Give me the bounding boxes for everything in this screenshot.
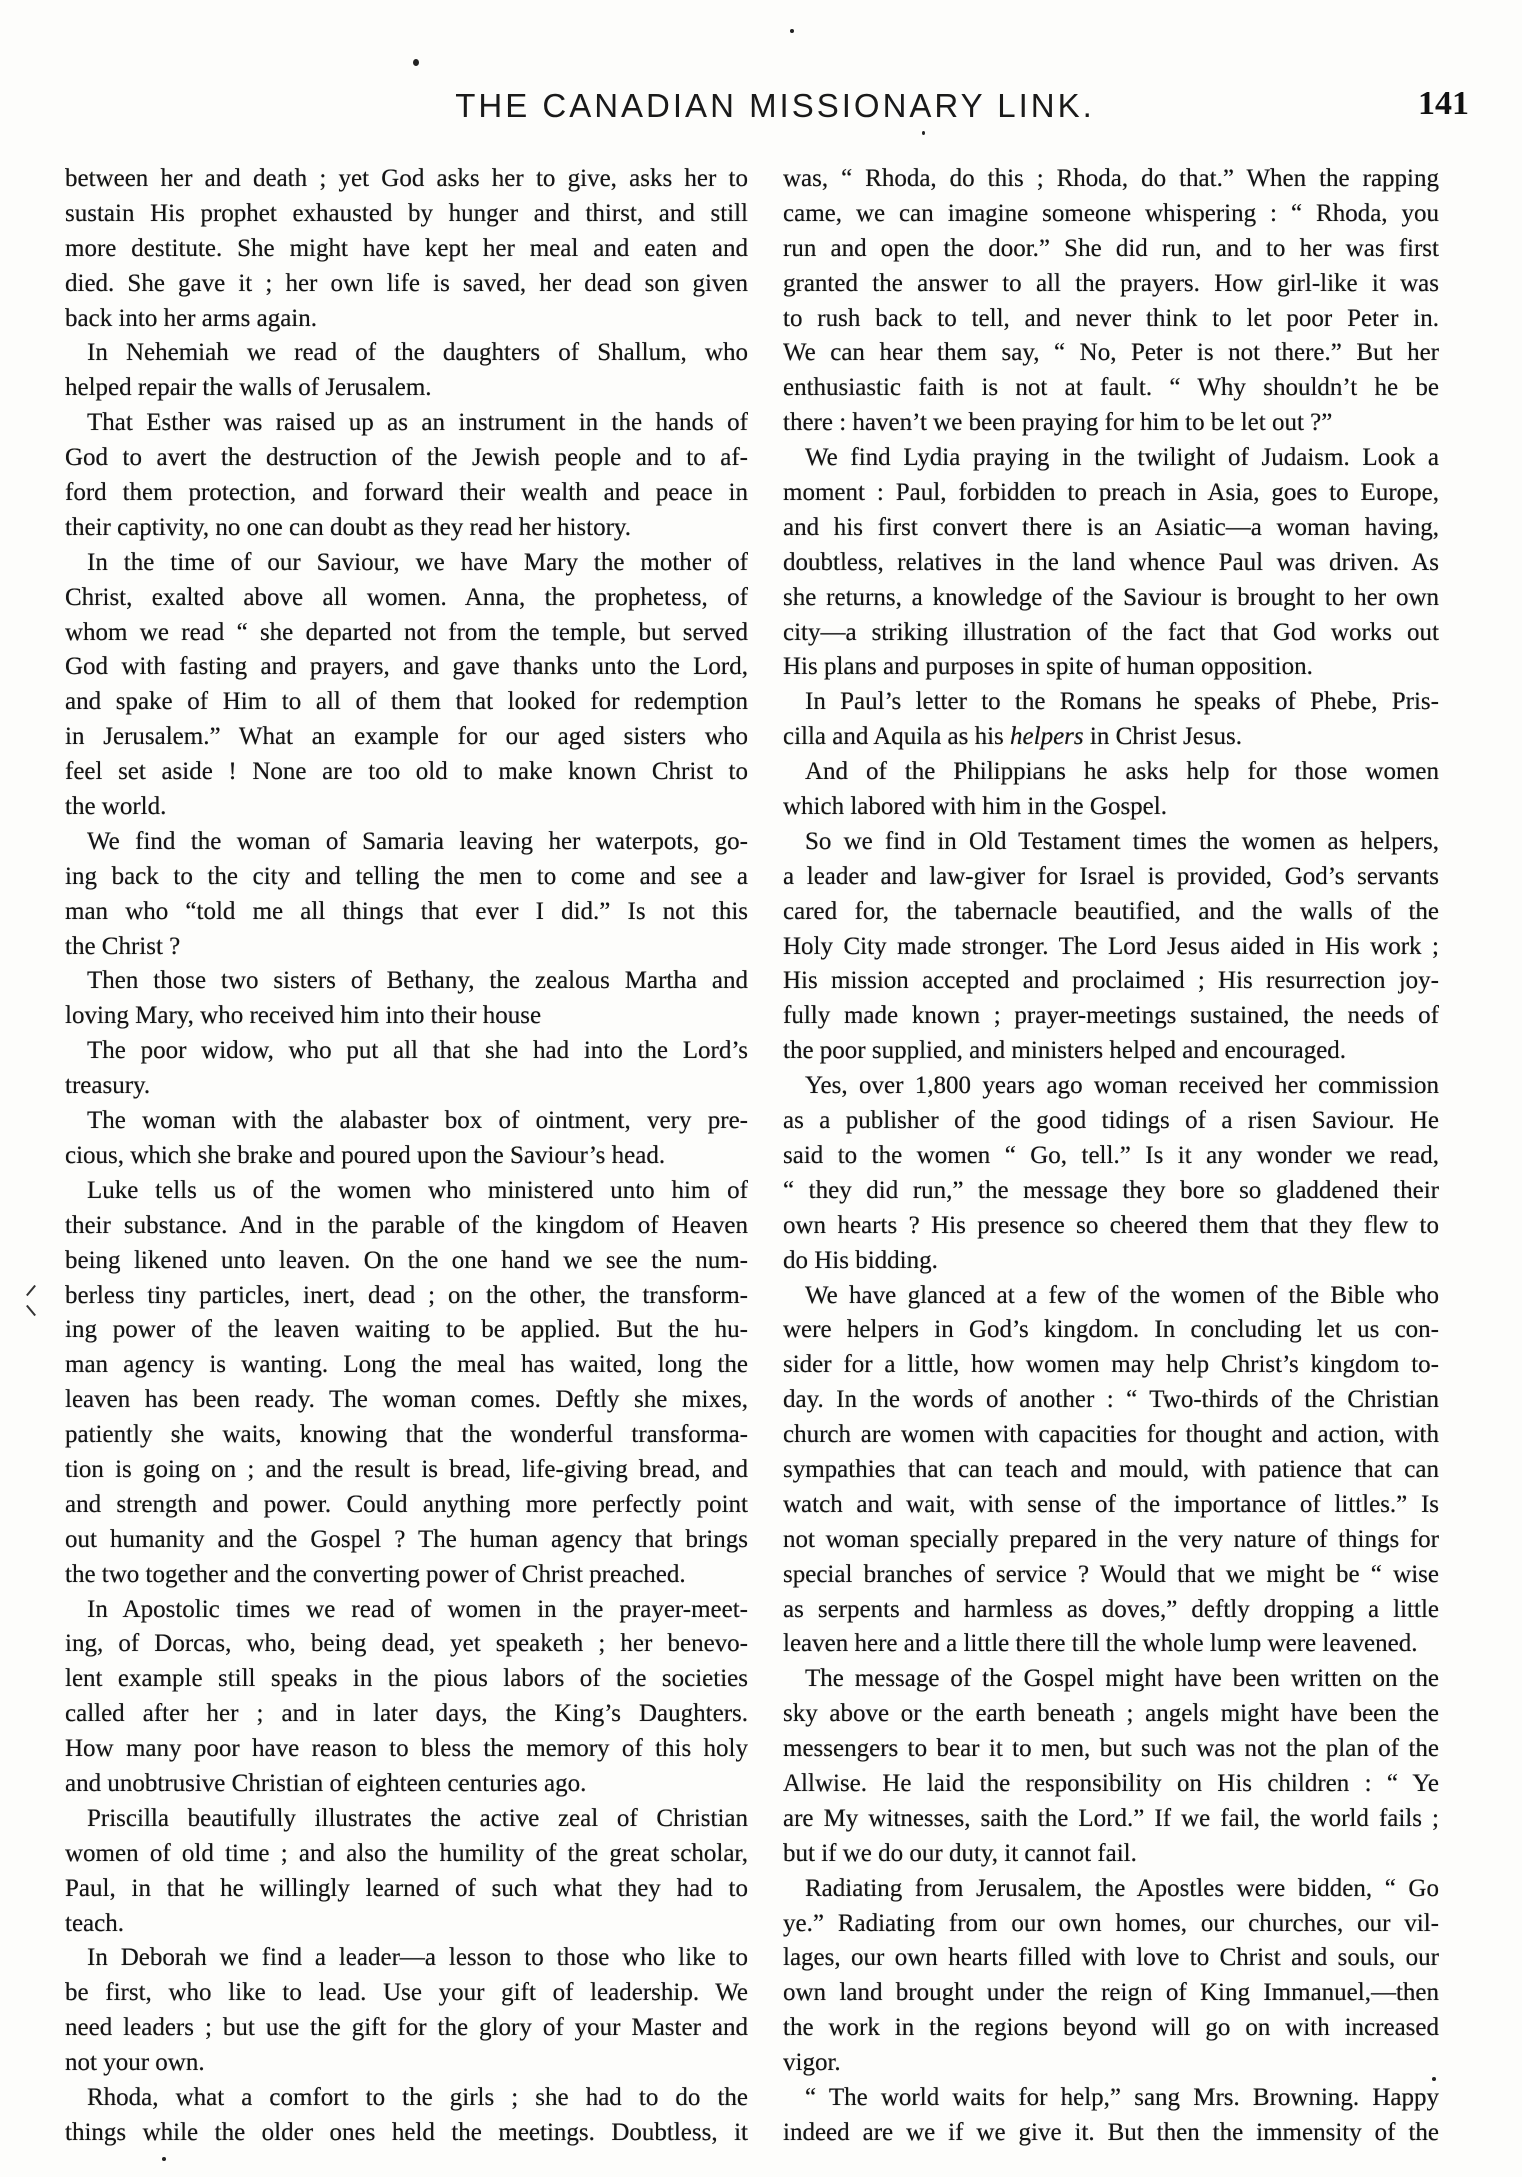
text-line: In Apostolic times we read of women in the prayer-meet-	[87, 1595, 748, 1623]
text-line: We can hear them say, “ No, Peter is not there.” But her	[783, 339, 1439, 367]
text-line: sider for a little, how women may help Christ’s kingdom to-	[783, 1351, 1439, 1379]
text-line: but if we do our duty, it cannot fail.	[783, 1839, 1137, 1867]
text-line	[783, 720, 1439, 755]
text-line: cared for, the tabernacle beautified, and the walls of the	[783, 897, 1439, 925]
text-line: came, we can imagine someone whispering : “ Rhoda, you	[783, 199, 1439, 227]
paragraph	[65, 1104, 748, 1174]
text-line: leaven here and a little there till the whole lump were leavened.	[783, 1630, 1418, 1658]
text-line: she returns, a knowledge of the Saviour is brought to her own	[783, 583, 1439, 611]
text-line: ford them protection, and forward their wealth and peace in	[65, 479, 748, 507]
text-line: the world.	[65, 793, 167, 821]
text-line: God with fasting and prayers, and gave thanks unto the Lord,	[65, 653, 748, 681]
paragraph	[783, 441, 1439, 685]
text-line: city—a striking illustration of the fact that God works out	[783, 618, 1439, 646]
text-line: and spake of Him to all of them that looked for redemption	[65, 688, 748, 716]
paragraph	[65, 1593, 748, 1802]
text-line: And of the Philippians he asks help for those women	[805, 758, 1439, 786]
text-line: Rhoda, what a comfort to the girls ; she had to do the	[87, 2083, 748, 2111]
text-line: are My witnesses, saith the Lord.” If we fail, the world fails ;	[783, 1804, 1439, 1832]
text-line: the poor supplied, and ministers helped and encouraged.	[783, 1037, 1347, 1065]
italic-word: helpers	[1010, 723, 1084, 751]
text-line: ing power of the leaven waiting to be applied. But the hu-	[65, 1316, 748, 1344]
text-line: Holy City made stronger. The Lord Jesus aided in His work ;	[783, 932, 1439, 960]
text-line: day. In the words of another : “ Two-thirds of the Christian	[783, 1386, 1439, 1414]
text-line: patiently she waits, knowing that the wonderful transforma-	[65, 1421, 748, 1449]
paragraph	[783, 1279, 1439, 1663]
text-line: between her and death ; yet God asks her to give, asks her to	[65, 165, 748, 192]
text-line: Paul, in that he willingly learned of such what they had to	[65, 1874, 748, 1902]
text-line: The woman with the alabaster box of ointment, very pre-	[87, 1107, 748, 1135]
text-line: How many poor have reason to bless the memory of this holy	[65, 1735, 748, 1763]
text-line: We find Lydia praying in the twilight of Judaism. Look a	[805, 444, 1439, 472]
text-line: enthusiastic faith is not at fault. “ Why shouldn’t he be	[783, 374, 1439, 402]
text-line: That Esther was raised up as an instrument in the hands of	[87, 409, 748, 437]
text-line: Radiating from Jerusalem, the Apostles were bidden, “ Go	[805, 1874, 1439, 1902]
running-head	[0, 0, 1522, 150]
paragraph	[783, 685, 1439, 755]
text-line: leaven has been ready. The woman comes. Deftly she mixes,	[65, 1386, 748, 1414]
text-line: as a publisher of the good tidings of a risen Saviour. He	[783, 1107, 1439, 1135]
margin-mark	[26, 1285, 36, 1296]
text-line: special branches of service ? Would that we might be “ wise	[783, 1560, 1439, 1588]
text-line: women of old time ; and also the humility of the great scholar,	[65, 1839, 748, 1867]
text-line: Luke tells us of the women who ministered unto him of	[87, 1176, 748, 1204]
text-line: the Christ ?	[65, 932, 181, 960]
text-line: Priscilla beautifully illustrates the active zeal of Christian	[87, 1804, 748, 1832]
text-line: messengers to bear it to men, but such was not the plan of the	[783, 1735, 1439, 1763]
text-line: moment : Paul, forbidden to preach in Asia, goes to Europe,	[783, 479, 1439, 507]
text-line: treasury.	[65, 1072, 151, 1100]
text-line: their substance. And in the parable of the kingdom of Heaven	[65, 1211, 748, 1239]
text-line: own land brought under the reign of King Immanuel,—then	[783, 1979, 1439, 2007]
text-line: being likened unto leaven. On the one hand we see the num-	[65, 1246, 748, 1274]
text-line: church are women with capacities for thought and action, with	[783, 1421, 1439, 1449]
paragraph	[783, 755, 1439, 825]
text-line: sympathies that can teach and mould, with patience that can	[783, 1455, 1439, 1483]
paragraph	[783, 825, 1439, 1069]
text-line: “ The world waits for help,” sang Mrs. Browning. Happy	[805, 2083, 1439, 2111]
text-line: granted the answer to all the prayers. How girl-like it was	[783, 269, 1439, 297]
text-line: their captivity, no one can doubt as they read her history.	[65, 513, 632, 541]
text-line: ing, of Dorcas, who, being dead, yet speaketh ; her benevo-	[65, 1630, 748, 1658]
text-line: loving Mary, who received him into their house	[65, 1002, 542, 1030]
text-line: ye.” Radiating from our own homes, our churches, our vil-	[783, 1909, 1439, 1937]
paragraph	[783, 2081, 1439, 2151]
text-line: lages, our own hearts filled with love to Christ and souls, our	[783, 1944, 1439, 1972]
text-line: sustain His prophet exhausted by hunger and thirst, and still	[65, 199, 748, 227]
text-line: Allwise. He laid the responsibility on His children : “ Ye	[783, 1769, 1439, 1797]
text-line: In Deborah we find a leader—a lesson to those who like to	[87, 1944, 748, 1972]
page-title: THE CANADIAN MISSIONARY LINK.	[455, 87, 1095, 124]
text-line: died. She gave it ; her own life is saved, her dead son given	[65, 269, 748, 297]
paragraph	[783, 1872, 1439, 2081]
text-line: the work in the regions beyond will go on with increased	[783, 2014, 1439, 2042]
text-line: in Jerusalem.” What an example for our aged sisters who	[65, 723, 748, 751]
text-line: berless tiny particles, inert, dead ; on the other, the transform-	[65, 1281, 748, 1309]
text-line: teach.	[65, 1909, 124, 1937]
text-line: man who “told me all things that ever I did.” Is not this	[65, 897, 748, 925]
text-line: “ they did run,” the message they bore so gladdened their	[783, 1176, 1439, 1204]
text-line: as serpents and harmless as doves,” deftly dropping a little	[783, 1595, 1439, 1623]
text-line: out humanity and the Gospel ? The human agency that brings	[65, 1525, 748, 1553]
paragraph	[783, 1662, 1439, 1871]
paragraph	[65, 2081, 748, 2151]
text-run: in Christ Jesus.	[1083, 723, 1243, 751]
paragraph	[65, 336, 748, 406]
paragraph	[65, 1802, 748, 1942]
text-line: Then those two sisters of Bethany, the zealous Martha and	[87, 967, 748, 995]
text-line: do His bidding.	[783, 1246, 938, 1274]
text-line: We find the woman of Samaria leaving her waterpots, go-	[87, 827, 748, 855]
text-run: cilla and Aquila as his	[783, 723, 1011, 751]
paragraph	[783, 162, 1439, 441]
text-line: called after her ; and in later days, the King’s Daughters.	[65, 1700, 748, 1728]
paragraph	[65, 1941, 748, 2081]
paragraph	[65, 162, 748, 336]
text-line: feel set aside ! None are too old to make known Christ to	[65, 758, 748, 786]
text-line: helped repair the walls of Jerusalem.	[65, 374, 432, 402]
text-line: things while the older ones held the meetings. Doubtless, it	[65, 2118, 748, 2146]
text-line: vigor.	[783, 2049, 841, 2077]
text-line: there : haven’t we been praying for him to be let out ?”	[783, 409, 1333, 437]
paragraph	[65, 546, 748, 825]
text-line: was, “ Rhoda, do this ; Rhoda, do that.” When the rapping	[783, 165, 1439, 192]
text-line: whom we read “ she departed not from the temple, but served	[65, 618, 748, 646]
left-column	[65, 162, 748, 2151]
right-column	[783, 162, 1439, 2151]
text-line: watch and wait, with sense of the importance of littles.” Is	[783, 1490, 1439, 1518]
paragraph	[65, 1174, 748, 1593]
text-line: were helpers in God’s kingdom. In concluding let us con-	[783, 1316, 1439, 1344]
text-line: more destitute. She might have kept her meal and eaten and	[65, 234, 748, 262]
text-line: and unobtrusive Christian of eighteen centuries ago.	[65, 1769, 587, 1797]
text-line: need leaders ; but use the gift for the glory of your Master and	[65, 2014, 748, 2042]
text-line: run and open the door.” She did run, and to her was first	[783, 234, 1439, 262]
margin-mark	[26, 1305, 36, 1316]
text-line: said to the women “ Go, tell.” Is it any wonder we read,	[783, 1141, 1439, 1169]
text-line: In the time of our Saviour, we have Mary the mother of	[87, 548, 748, 576]
text-line: be first, who like to lead. Use your gift of leadership. We	[65, 1979, 748, 2007]
text-line: Yes, over 1,800 years ago woman received her commission	[805, 1072, 1439, 1100]
text-line: tion is going on ; and the result is bread, life-giving bread, and	[65, 1455, 748, 1483]
paragraph	[65, 964, 748, 1034]
text-line: not woman specially prepared in the very nature of things for	[783, 1525, 1439, 1553]
paragraph	[65, 406, 748, 546]
text-line: back into her arms again.	[65, 304, 317, 332]
paragraph	[65, 825, 748, 965]
text-line: So we find in Old Testament times the women as helpers,	[805, 827, 1439, 855]
text-line: and strength and power. Could anything more perfectly point	[65, 1490, 748, 1518]
text-line: His plans and purposes in spite of human opposition.	[783, 653, 1313, 681]
text-line: man agency is wanting. Long the meal has waited, long the	[65, 1351, 748, 1379]
paragraph	[65, 1034, 748, 1104]
text-line: and his first convert there is an Asiatic—a woman having,	[783, 513, 1439, 541]
text-line: sky above or the earth beneath ; angels might have been the	[783, 1700, 1439, 1728]
text-line: Christ, exalted above all women. Anna, the prophetess, of	[65, 583, 748, 611]
text-line: indeed are we if we give it. But then the immensity of the	[783, 2118, 1439, 2146]
text-line: The poor widow, who put all that she had into the Lord’s	[87, 1037, 748, 1065]
text-line: the two together and the converting power of Christ preached.	[65, 1560, 686, 1588]
text-line: God to avert the destruction of the Jewish people and to af-	[65, 444, 748, 472]
text-line: ing back to the city and telling the men to come and see a	[65, 862, 748, 890]
text-line: The message of the Gospel might have been written on the	[805, 1665, 1439, 1693]
paragraph	[783, 1069, 1439, 1278]
text-line: which labored with him in the Gospel.	[783, 793, 1167, 821]
text-line: a leader and law-giver for Israel is provided, God’s servants	[783, 862, 1439, 890]
text-line: to rush back to tell, and never think to let poor Peter in.	[783, 304, 1439, 332]
text-line: fully made known ; prayer-meetings sustained, the needs of	[783, 1002, 1439, 1030]
text-line: doubtless, relatives in the land whence Paul was driven. As	[783, 548, 1439, 576]
scan-speck	[162, 2157, 166, 2161]
text-line: In Nehemiah we read of the daughters of Shallum, who	[87, 339, 748, 367]
text-line: not your own.	[65, 2049, 205, 2077]
text-line: In Paul’s letter to the Romans he speaks of Phebe, Pris-	[805, 688, 1439, 716]
page-number: 141	[1418, 85, 1469, 122]
text-line: His mission accepted and proclaimed ; His resurrection joy-	[783, 967, 1439, 995]
text-line: We have glanced at a few of the women of the Bible who	[805, 1281, 1439, 1309]
text-line: own hearts ? His presence so cheered them that they flew to	[783, 1211, 1439, 1239]
text-line: cious, which she brake and poured upon the Saviour’s head.	[65, 1141, 666, 1169]
text-line: lent example still speaks in the pious labors of the societies	[65, 1665, 748, 1693]
